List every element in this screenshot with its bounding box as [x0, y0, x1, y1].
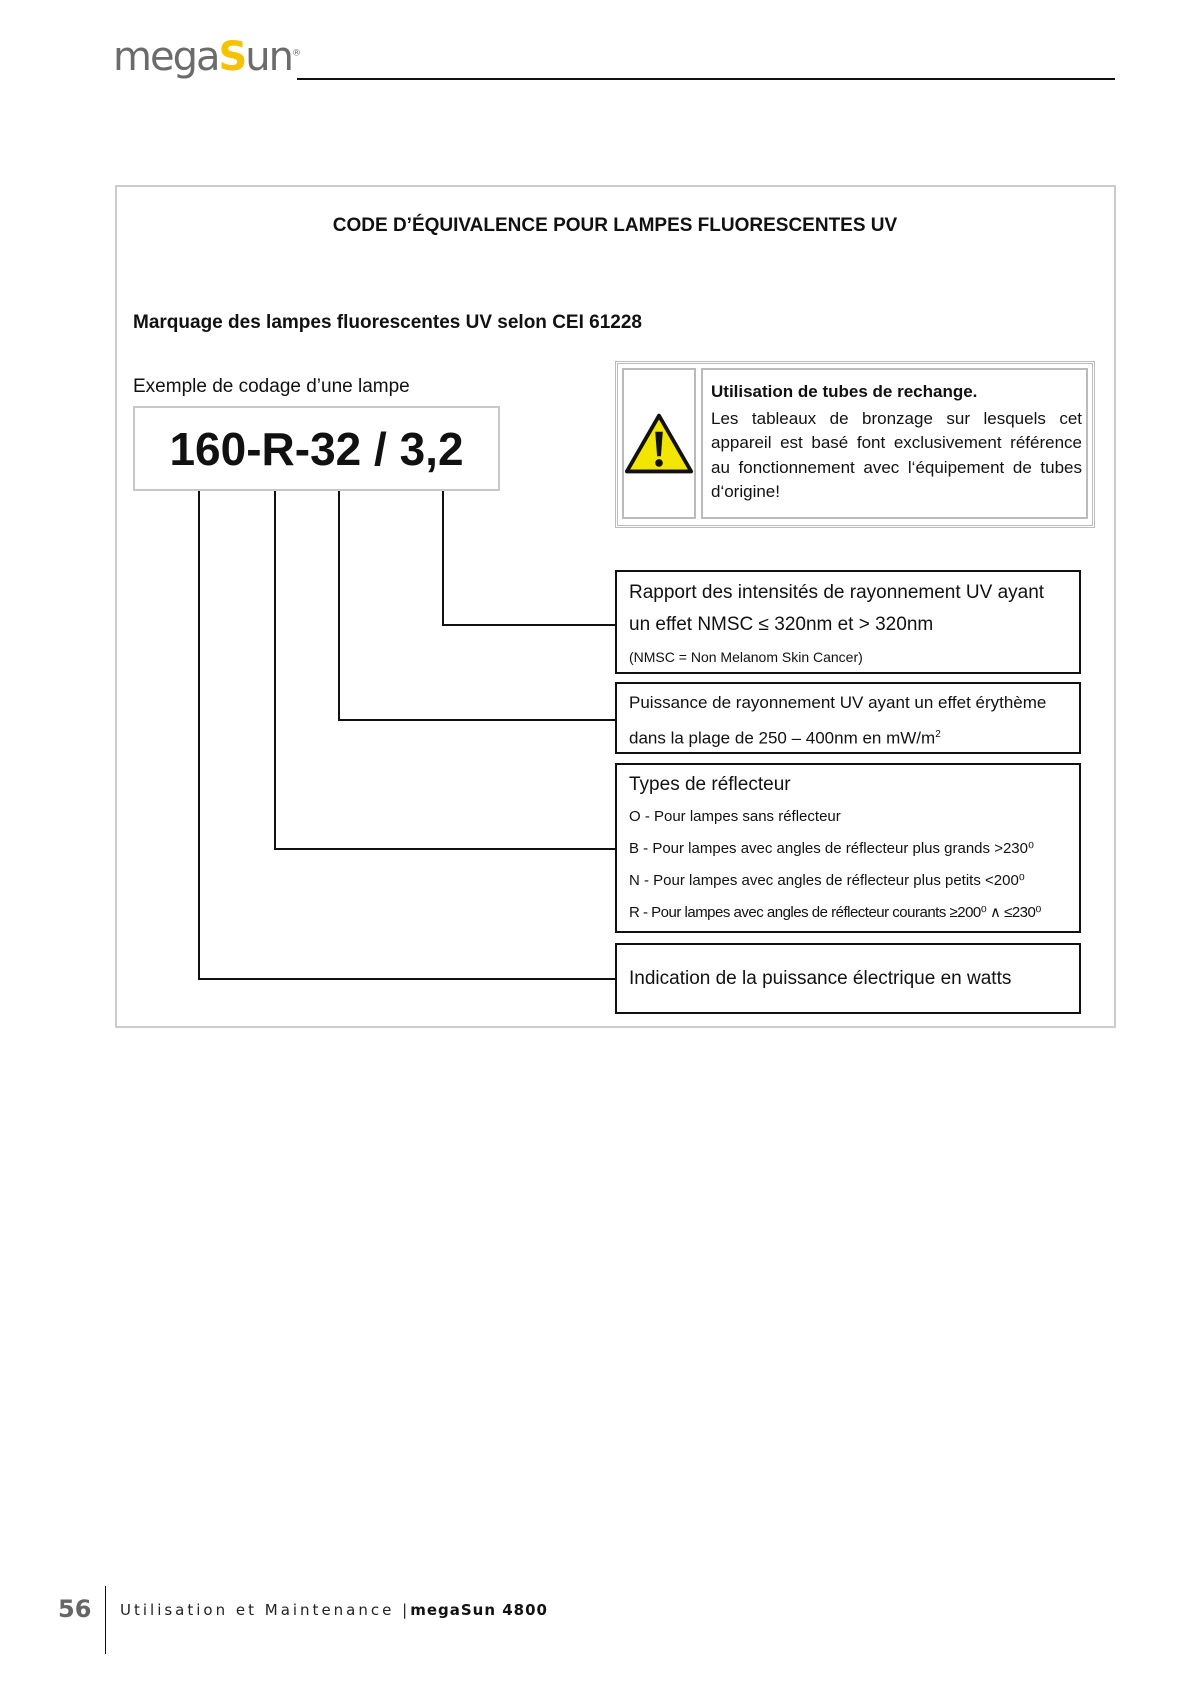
reflector-item: B - Pour lampes avec angles de réflecteur plus grands >230⁰ — [629, 840, 1034, 857]
connector-reflector-h — [274, 848, 615, 850]
warning-text — [701, 368, 1088, 519]
page-title: CODE D’ÉQUIVALENCE POUR LAMPES FLUORESCENTES UV — [332, 215, 898, 236]
subtitle: Marquage des lampes fluorescentes UV selon CEI 61228 — [133, 312, 642, 333]
footer-text — [120, 1601, 548, 1619]
power-line1: Puissance de rayonnement UV ayant un effet érythème — [629, 693, 1047, 712]
connector-ratio — [442, 491, 444, 626]
logo-text-end: un — [245, 34, 292, 80]
logo-text-s: S — [218, 34, 246, 80]
reflector-title: Types de réflecteur — [629, 774, 791, 795]
connector-ratio-h — [442, 624, 615, 626]
warning-triangle-icon — [622, 368, 696, 519]
connector-watts-h — [198, 978, 615, 980]
power-box — [615, 682, 1081, 754]
power-line2: dans la plage de 250 – 400nm en mW/m — [629, 728, 936, 748]
registered-mark: ® — [292, 48, 301, 59]
ratio-note: (NMSC = Non Melanom Skin Cancer) — [629, 649, 863, 665]
connector-reflector — [274, 491, 276, 850]
footer-divider — [105, 1586, 106, 1654]
example-label: Exemple de codage d’une lampe — [133, 376, 410, 397]
warning-title: Utilisation de tubes de rechange. — [711, 382, 978, 401]
footer-separator: | — [402, 1601, 411, 1619]
watts-line1: Indication de la puissance électrique en watts — [629, 968, 1012, 989]
power-sup: 2 — [935, 729, 941, 740]
reflector-box — [615, 763, 1081, 933]
header-rule — [297, 78, 1115, 80]
ratio-box — [615, 570, 1081, 674]
lamp-code: 160-R-32 / 3,2 — [133, 406, 500, 491]
logo-text: mega — [113, 34, 219, 80]
reflector-item: R - Pour lampes avec angles de réflecteur courants ≥200⁰ ∧ ≤230⁰ — [629, 904, 1041, 921]
reflector-item: O - Pour lampes sans réflecteur — [629, 808, 841, 825]
watts-box — [615, 943, 1081, 1014]
connector-power — [338, 491, 340, 721]
footer-product: megaSun 4800 — [410, 1601, 548, 1619]
footer-section: Utilisation et Maintenance — [120, 1601, 395, 1619]
warning-body: Les tableaux de bronzage sur lesquels cet appareil est basé font exclusivement référence au fonctionnement avec l‘équipement de tubes d‘origine! — [711, 408, 1082, 501]
connector-power-h — [338, 719, 615, 721]
megasun-logo — [113, 34, 301, 80]
ratio-line2: un effet NMSC ≤ 320nm et > 320nm — [629, 614, 934, 635]
page-number: 56 — [58, 1595, 92, 1623]
reflector-item: N - Pour lampes avec angles de réflecteur plus petits <200⁰ — [629, 872, 1025, 889]
warning-box — [615, 361, 1095, 528]
ratio-line1: Rapport des intensités de rayonnement UV ayant — [629, 582, 1045, 603]
connector-watts — [198, 491, 200, 980]
